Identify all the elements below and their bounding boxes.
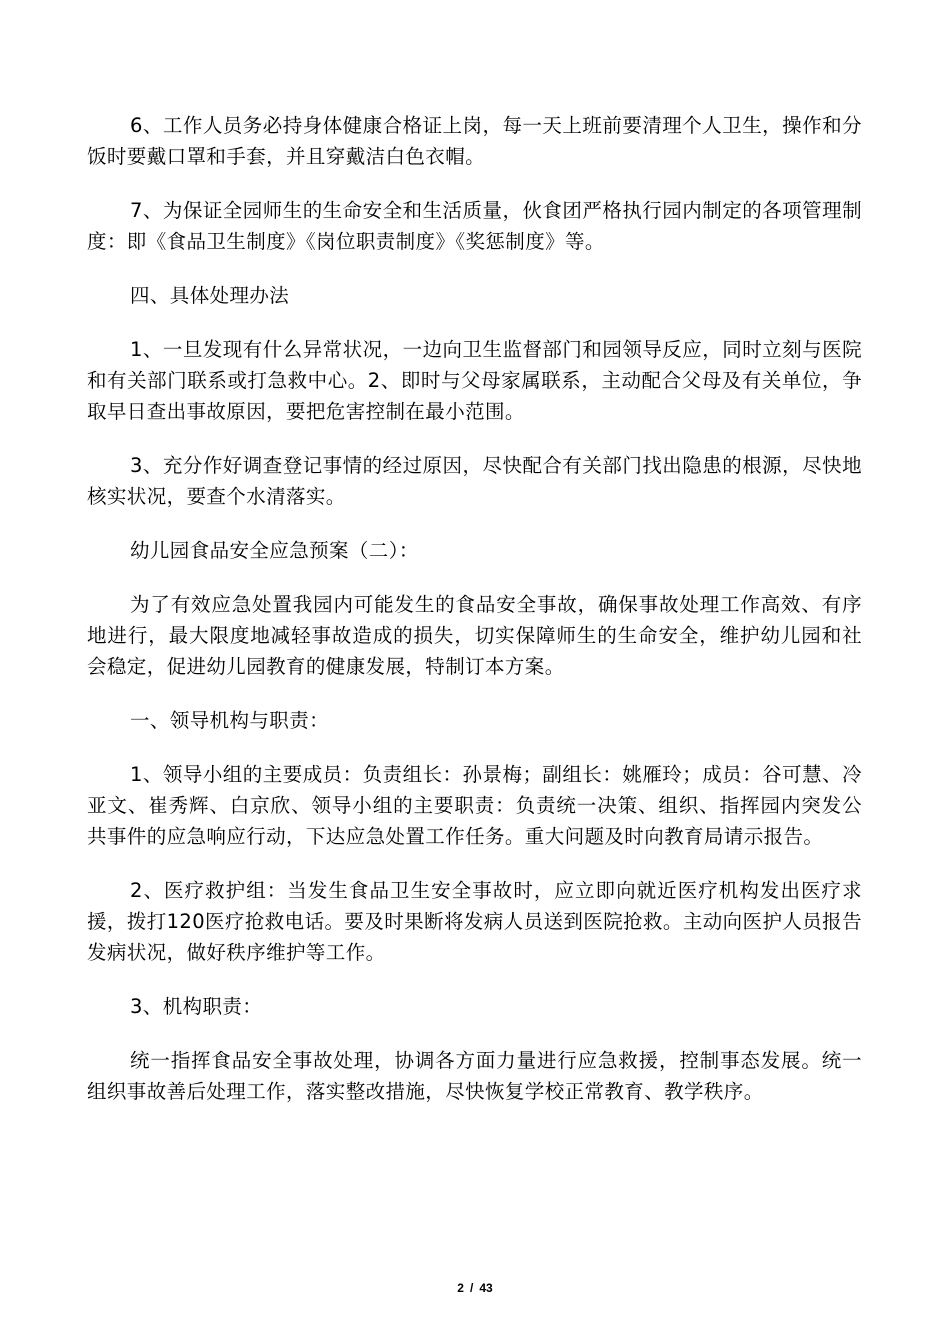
paragraph-item-6: 6、工作人员务必持身体健康合格证上岗，每一天上班前要清理个人卫生，操作和分饭时要戴口罩和手套，并且穿戴洁白色衣帽。 — [87, 114, 862, 168]
document-body — [87, 110, 862, 1130]
page-separator: / — [469, 1281, 474, 1295]
section-heading-leadership: 一、领导机构与职责： — [130, 709, 330, 732]
paragraph-leadership-group: 1、领导小组的主要成员：负责组长：孙景梅；副组长：姚雁玲；成员：谷可慧、冷亚文、崔秀辉、白京欣、领导小组的主要职责：负责统一决策、组织、指挥园内突发公共事件的应急响应行动，下达应急处置工作任务。重大问题及时向教育局请示报告。 — [87, 763, 862, 848]
total-page-count: 43 — [479, 1281, 493, 1295]
section-heading-handling: 四、具体处理办法 — [130, 284, 290, 307]
paragraph-medical-rescue: 2、医疗救护组：当发生食品卫生安全事故时，应立即向就近医疗机构发出医疗求援，拨打120医疗抢救电话。要及时果断将发病人员送到医院抢救。主动向医护人员报告发病状况，做好秩序维护等工作。 — [87, 879, 862, 964]
page-number-footer — [0, 1281, 950, 1295]
paragraph-purpose: 为了有效应急处置我园内可能发生的食品安全事故，确保事故处理工作高效、有序地进行，最大限度地减轻事故造成的损失，切实保障师生的生命安全，维护幼儿园和社会稳定，促进幼儿园教育的健康发展，特制订本方案。 — [87, 593, 862, 678]
paragraph-duties: 统一指挥食品安全事故处理，协调各方面力量进行应急救援，控制事态发展。统一组织事故善后处理工作，落实整改措施，尽快恢复学校正常教育、教学秩序。 — [87, 1049, 862, 1103]
paragraph-handling-1-2: 1、一旦发现有什么异常状况，一边向卫生监督部门和园领导反应，同时立刻与医院和有关部门联系或打急救中心。2、即时与父母家属联系，主动配合父母及有关单位，争取早日查出事故原因，要把危害控制在最小范围。 — [87, 338, 862, 423]
paragraph-item-7: 7、为保证全园师生的生命安全和生活质量，伙食团严格执行园内制定的各项管理制度：即《食品卫生制度》《岗位职责制度》《奖惩制度》等。 — [87, 199, 862, 253]
section-heading-duties: 3、机构职责： — [130, 995, 263, 1018]
paragraph-handling-3: 3、充分作好调查登记事情的经过原因，尽快配合有关部门找出隐患的根源，尽快地核实状况，要查个水清落实。 — [87, 454, 862, 508]
current-page-number: 2 — [457, 1281, 464, 1295]
plan-title-two: 幼儿园食品安全应急预案（二）： — [130, 539, 419, 562]
